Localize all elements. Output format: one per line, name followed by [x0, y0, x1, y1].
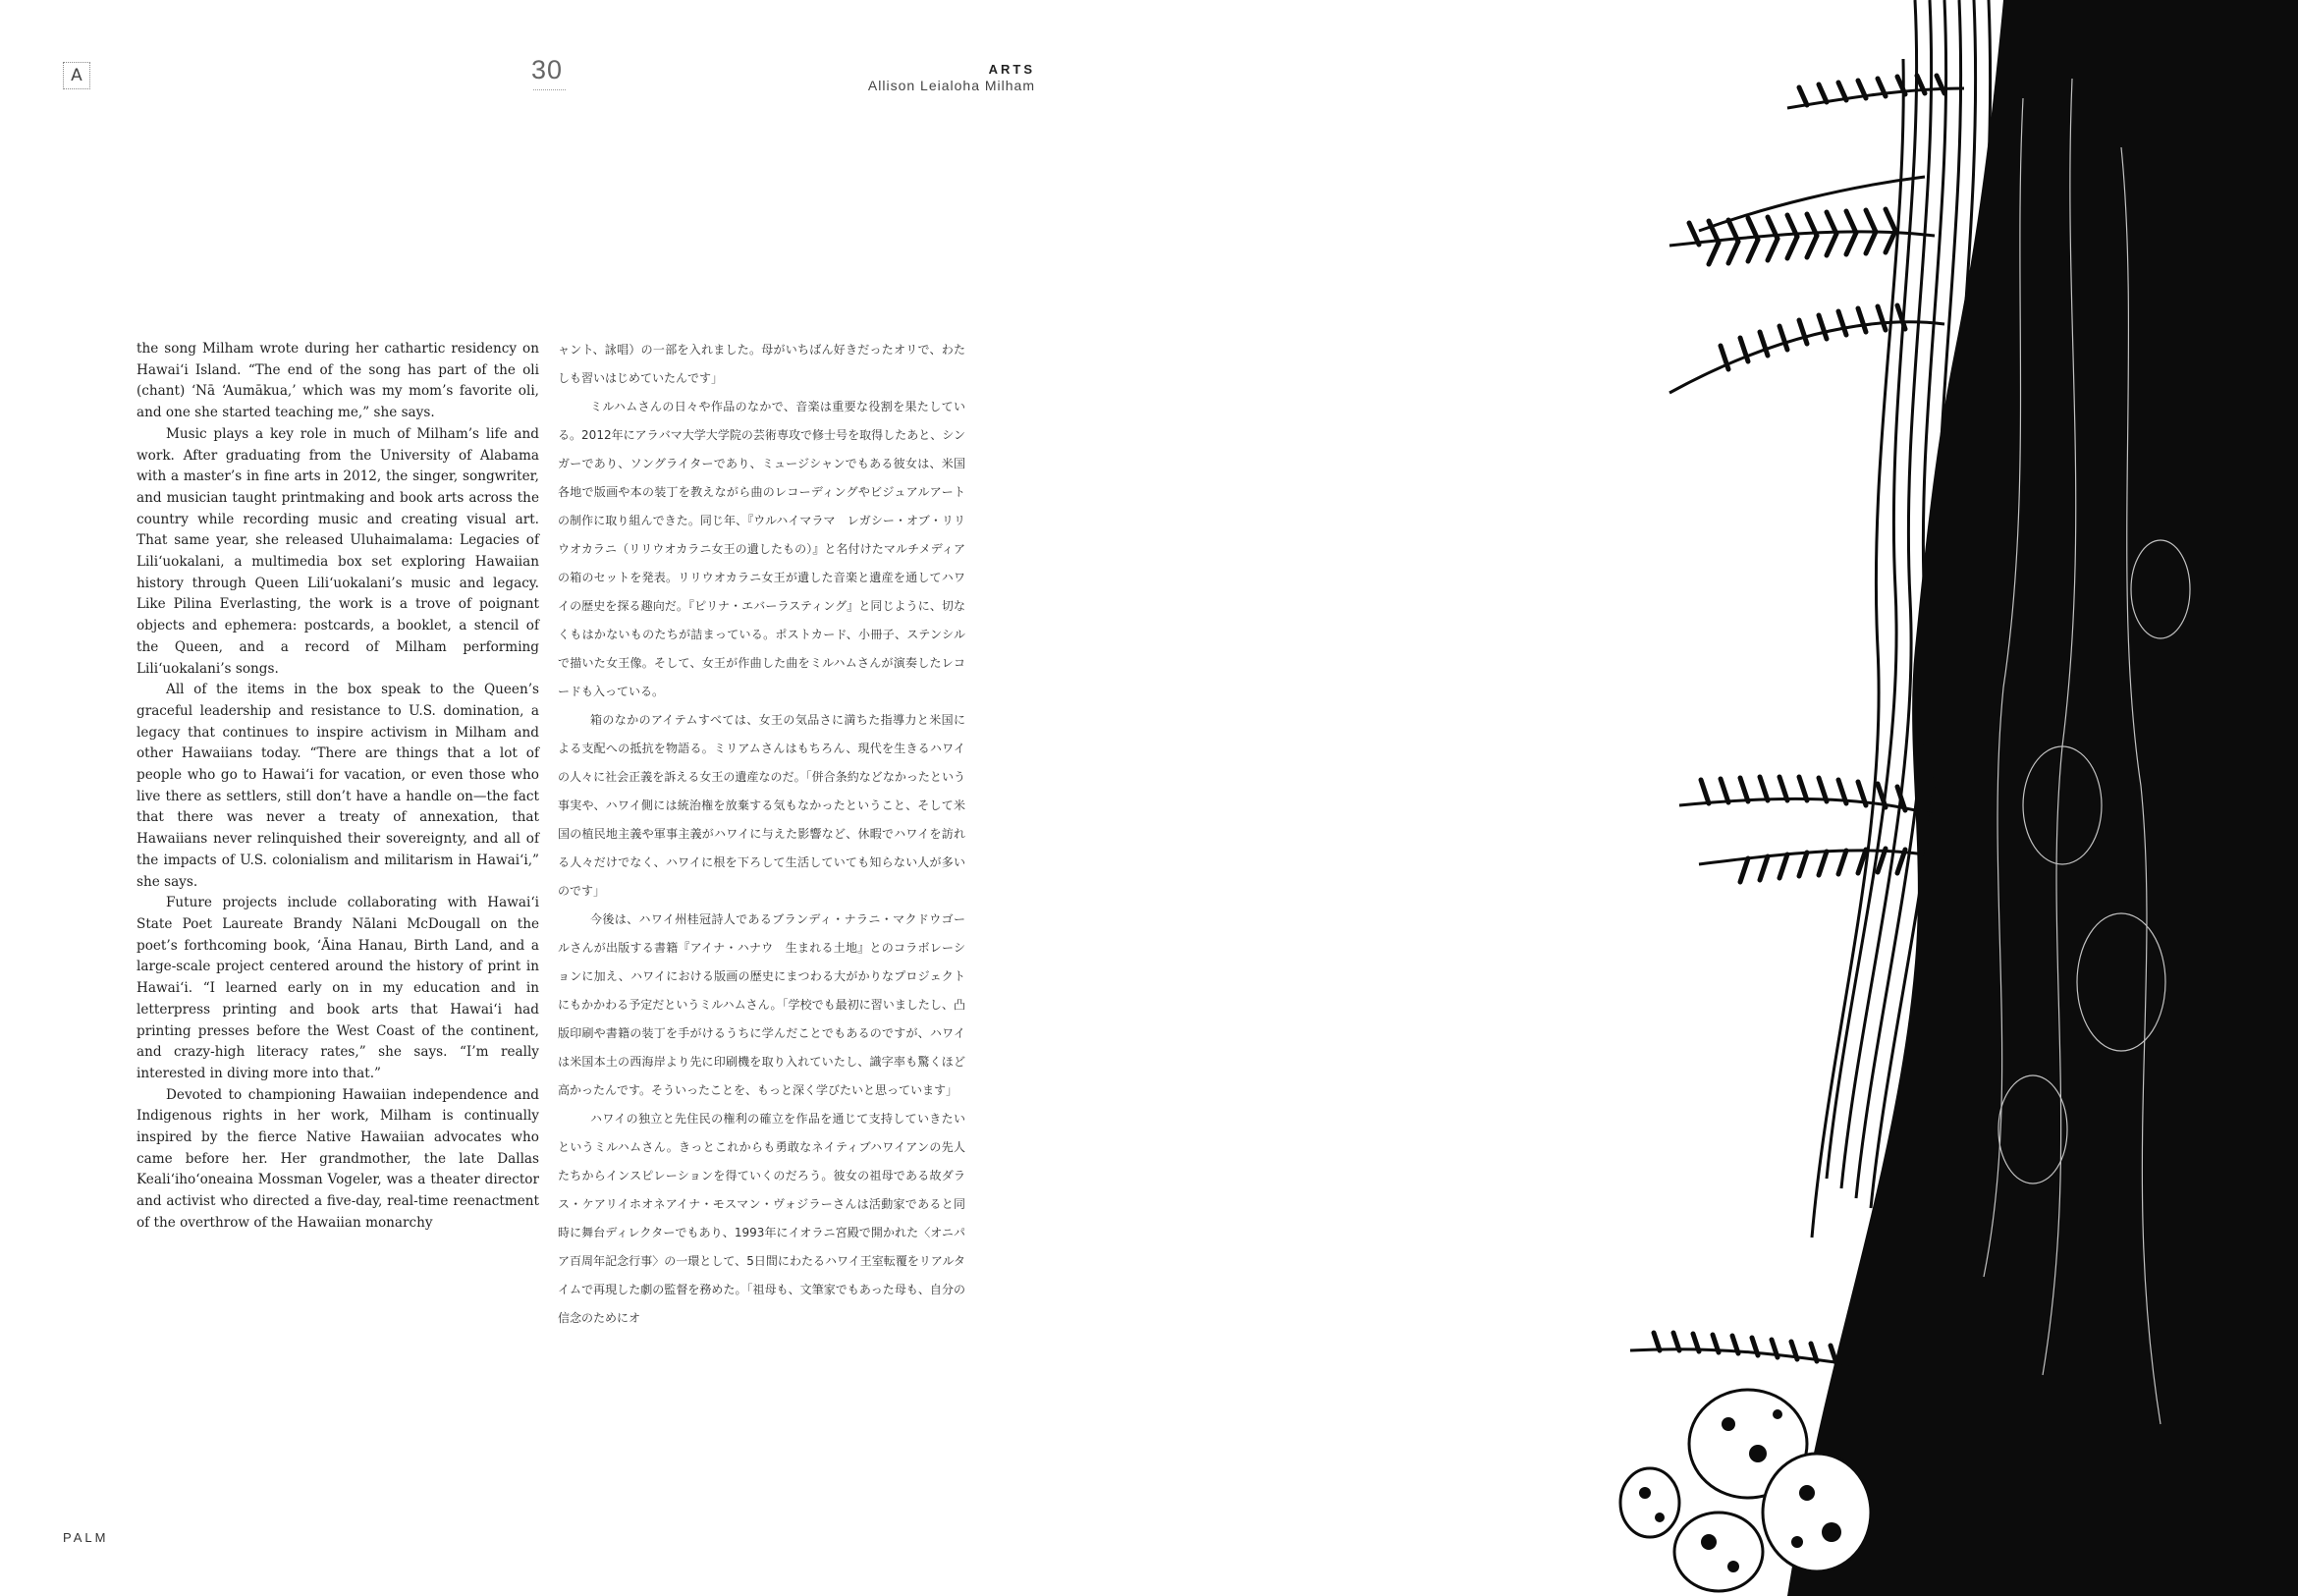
japanese-paragraph: ハワイの独立と先住民の権利の確立を作品を通じて支持していきたいというミルハムさん。きっとこれからも勇敢なネイティブハワイアンの先人たちからインスピレーションを得ていくのだろう。彼女の祖母である故ダラス・ケアリイホオネアイナ・モスマン・ヴォジラーさんは活動家であると同時に舞台ディレクターでもあり、1993年にイオラニ宮殿で開かれた〈オニパア百周年記念行事〉の一環として、5日間にわたるハワイ王室転覆をリアルタイムで再現した劇の監督を務めた。「祖母も、文筆家でもあった母も、自分の信念のためにオ: [558, 1112, 965, 1325]
japanese-paragraph: 箱のなかのアイテムすべては、女王の気品さに満ちた指導力と米国による支配への抵抗を物語る。ミリアムさんはもちろん、現代を生きるハワイの人々に社会正義を訴える女王の遺産なのだ。「併合条約などなかったという事実や、ハワイ側には統治権を放棄する気もなかったということ、そして米国の植民地主義や軍事主義がハワイに与えた影響など、休暇でハワイを訪れる人々だけでなく、ハワイに根を下ろして生活していても知らない人が多いのです」: [558, 713, 965, 898]
running-header: [868, 62, 1035, 94]
botanical-illustration: [1611, 0, 2298, 1596]
japanese-paragraph: ミルハムさんの日々や作品のなかで、音楽は重要な役割を果たしている。2012年にアラバマ大学大学院の芸術専攻で修士号を取得したあと、シンガーであり、ソングライターであり、ミュージシャンでもある彼女は、米国各地で版画や本の装丁を教えながら曲のレコーディングやビジュアルアートの制作に取り組んできた。同じ年、『ウルハイマラマ レガシー・オブ・リリウオカラニ（リリウオカラニ女王の遺したもの）』と名付けたマルチメディアの箱のセットを発表。リリウオカラニ女王が遺した音楽と遺産を通してハワイの歴史を探る趣向だ。『ピリナ・エバーラスティング』と同じように、切なくもはかないものたちが詰まっている。ポストカード、小冊子、ステンシルで描いた女王像。そして、女王が作曲した曲をミルハムさんが演奏したレコードも入っている。: [558, 400, 965, 698]
page-number-rule: [533, 89, 566, 90]
english-paragraph: Future projects include collaborating with Hawai‘i State Poet Laureate Brandy Nālani McDougall on the poet’s forthcoming book, ‘Āina Hanau, Birth Land, and a large-scale project centered around the history of print in Hawai‘i. “I learned early on in my education and in letterpress printing and book arts that Hawai‘i had printing presses before the West Coast of the continent, and crazy-high literacy rates,” she says. “I’m really interested in diving more into that.”: [137, 895, 539, 1081]
english-paragraph: All of the items in the box speak to the Queen’s graceful leadership and resistance to U.S. domination, a legacy that continues to inspire activism in Milham and other Hawaiians today. “There are things that a lot of people who go to Hawai‘i for vacation, or even those who live there as settlers, still don’t have a handle on—the fact that there was never a treaty of annexation, that Hawaiians never relinquished their sovereignty, and all of the impacts of U.S. colonialism and militarism in Hawai‘i,” she says.: [137, 682, 539, 890]
english-text-column: [137, 339, 539, 1235]
section-letter: A: [71, 66, 82, 85]
english-paragraph: Devoted to championing Hawaiian independence and Indigenous rights in her work, Milham is continually inspired by the fierce Native Hawaiian advocates who came before her. Her grandmother, the late Dallas Keali‘iho‘oneaina Mossman Vogeler, was a theater director and activist who directed a five-day, real-time reenactment of the overthrow of the Hawaiian monarchy: [137, 1086, 539, 1231]
japanese-paragraph: ャント、詠唱）の一部を入れました。母がいちばん好きだったオリで、わたしも習いはじめていたんです」: [558, 343, 965, 385]
section-letter-badge: [63, 62, 90, 89]
japanese-text-column: [558, 336, 965, 1333]
page-number: 30: [531, 55, 564, 84]
author-name: Allison Leialoha Milham: [867, 78, 1035, 93]
english-paragraph: Music plays a key role in much of Milham’s life and work. After graduating from the University of Alabama with a master’s in fine arts in 2012, the singer, songwriter, and musician taught printmaking and book arts across the country while recording music and creating visual art. That same year, she released Uluhaimalama: Legacies of Lili‘uokalani, a multimedia box set exploring Hawaiian history through Queen Lili‘uokalani’s music and legacy. Like Pilina Everlasting, the work is a trove of poignant objects and ephemera: postcards, a booklet, a stencil of the Queen, and a record of Milham performing Lili‘uokalani’s songs.: [137, 425, 539, 677]
magazine-brand: PALM: [63, 1530, 109, 1545]
english-paragraph: the song Milham wrote during her cathartic residency on Hawai‘i Island. “The end of the song has part of the oli (chant) ‘Nā ‘Aumākua,’ which was my mom’s favorite oli, and one she started teaching me,” she says.: [137, 341, 539, 421]
japanese-paragraph: 今後は、ハワイ州桂冠詩人であるブランディ・ナラニ・マクドウゴールさんが出版する書籍『アイナ・ハナウ 生まれる土地』とのコラボレーションに加え、ハワイにおける版画の歴史にまつわる大がかりなプロジェクトにもかかわる予定だというミルハムさん。「学校でも最初に習いましたし、凸版印刷や書籍の装丁を手がけるうちに学んだことでもあるのですが、ハワイは米国本土の西海岸より先に印刷機を取り入れていたし、識字率も驚くほど高かったんです。そういったことを、もっと深く学びたいと思っています」: [558, 912, 965, 1097]
section-label: ARTS: [988, 62, 1035, 77]
